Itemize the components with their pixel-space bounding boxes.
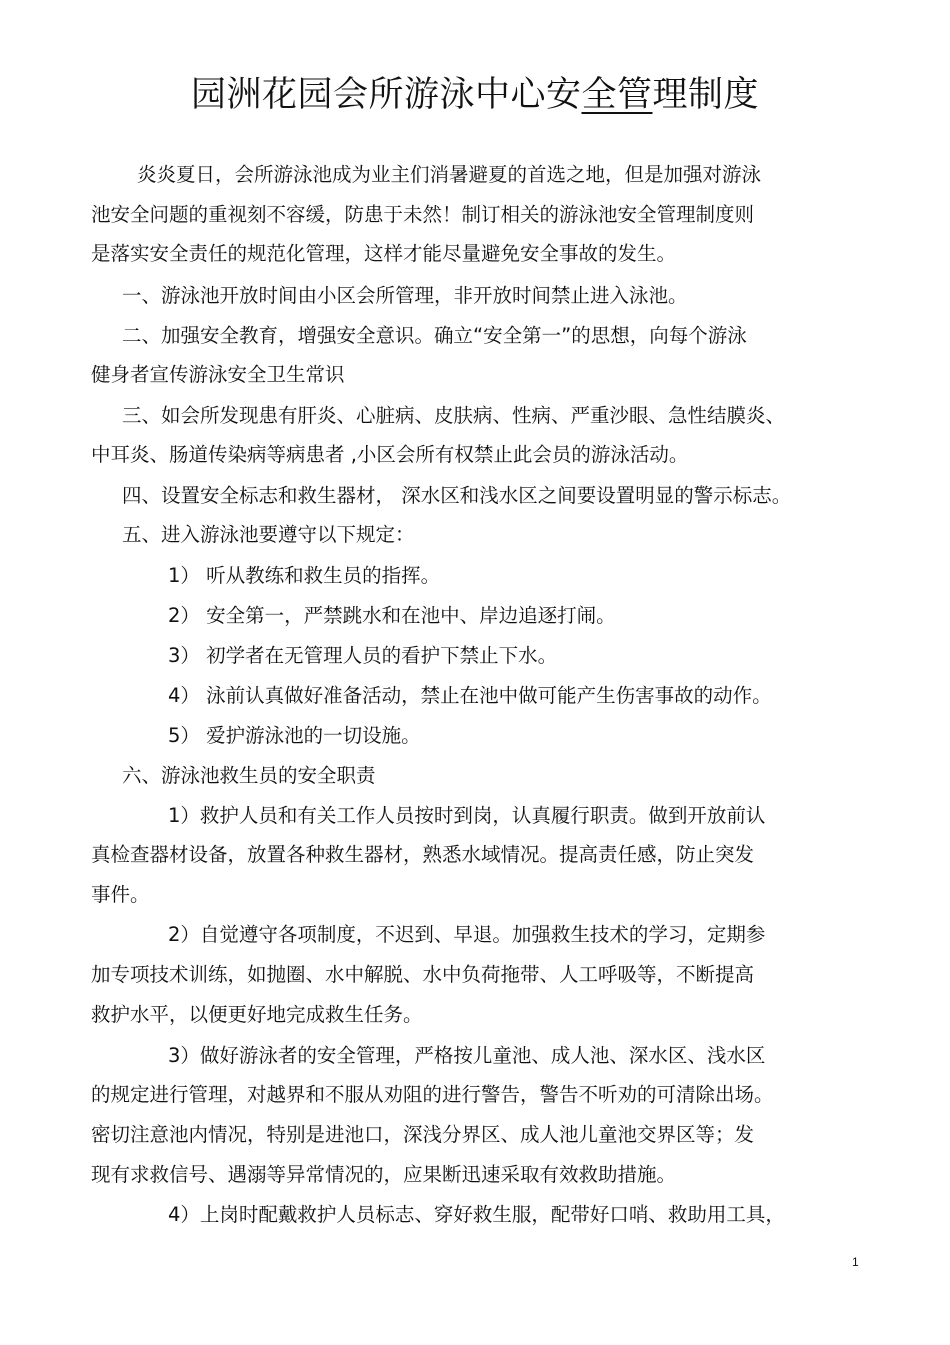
title-underlined-part: 全管 (581, 75, 653, 115)
paragraph-line: 2）自觉遵守各项制度，不迟到、早退。加强救生技术的学习，定期参 (168, 923, 766, 946)
title-part-1: 园洲花园会所游泳中心安 (190, 75, 582, 115)
list-item: 1） 听从教练和救生员的指挥。 (168, 564, 441, 587)
paragraph-line: 4）上岗时配戴救护人员标志、穿好救生服，配带好口哨、救助用工具， (168, 1203, 785, 1226)
paragraph-line: 中耳炎、肠道传染病等病患者 ,小区会所有权禁止此会员的游泳活动。 (91, 443, 689, 466)
paragraph-line: 现有求救信号、遇溺等异常情况的，应果断迅速采取有效救助措施。 (91, 1163, 677, 1186)
paragraph-line: 一、游泳池开放时间由小区会所管理，非开放时间禁止进入泳池。 (122, 284, 688, 307)
paragraph-line: 3）做好游泳者的安全管理，严格按儿童池、成人池、深水区、浅水区 (168, 1044, 766, 1067)
paragraph-line: 三、如会所发现患有肝炎、心脏病、皮肤病、性病、严重沙眼、急性结膜炎、 (122, 404, 786, 427)
paragraph-line: 池安全问题的重视刻不容缓，防患于未然！制订相关的游泳池安全管理制度则 (91, 203, 755, 226)
page-number: 1 (852, 1255, 859, 1269)
paragraph-line: 的规定进行管理，对越界和不服从劝阻的进行警告，警告不听劝的可清除出场。 (91, 1083, 774, 1106)
paragraph-line: 救护水平，以便更好地完成救生任务。 (91, 1003, 423, 1026)
title-part-3: 理制度 (652, 75, 760, 115)
paragraph-line: 1）救护人员和有关工作人员按时到岗，认真履行职责。做到开放前认 (168, 804, 766, 827)
page-title (0, 70, 950, 120)
paragraph-line: 二、加强安全教育，增强安全意识。确立“安全第一”的思想，向每个游泳 (122, 324, 747, 347)
list-item: 2） 安全第一，严禁跳水和在池中、岸边追逐打闹。 (168, 604, 616, 627)
paragraph-line: 密切注意池内情况，特别是进池口，深浅分界区、成人池儿童池交界区等；发 (91, 1123, 755, 1146)
paragraph-line: 是落实安全责任的规范化管理，这样才能尽量避免安全事故的发生。 (91, 242, 677, 265)
paragraph-line: 健身者宣传游泳安全卫生常识 (91, 363, 345, 386)
paragraph-line: 六、游泳池救生员的安全职责 (122, 764, 376, 787)
list-item: 5） 爱护游泳池的一切设施。 (168, 724, 421, 747)
paragraph-line: 事件。 (91, 883, 150, 906)
paragraph-line: 五、进入游泳池要遵守以下规定： (122, 523, 415, 546)
list-item: 3） 初学者在无管理人员的看护下禁止下水。 (168, 644, 558, 667)
paragraph-line: 炎炎夏日，会所游泳池成为业主们消暑避夏的首选之地，但是加强对游泳 (137, 163, 762, 186)
paragraph-line: 真检查器材设备，放置各种救生器材，熟悉水域情况。提高责任感，防止突发 (91, 843, 755, 866)
list-item: 4） 泳前认真做好准备活动，禁止在池中做可能产生伤害事故的动作。 (168, 684, 772, 707)
paragraph-line: 四、设置安全标志和救生器材， 深水区和浅水区之间要设置明显的警示标志。 (122, 484, 792, 507)
paragraph-line: 加专项技术训练，如抛圈、水中解脱、水中负荷拖带、人工呼吸等，不断提高 (91, 963, 755, 986)
